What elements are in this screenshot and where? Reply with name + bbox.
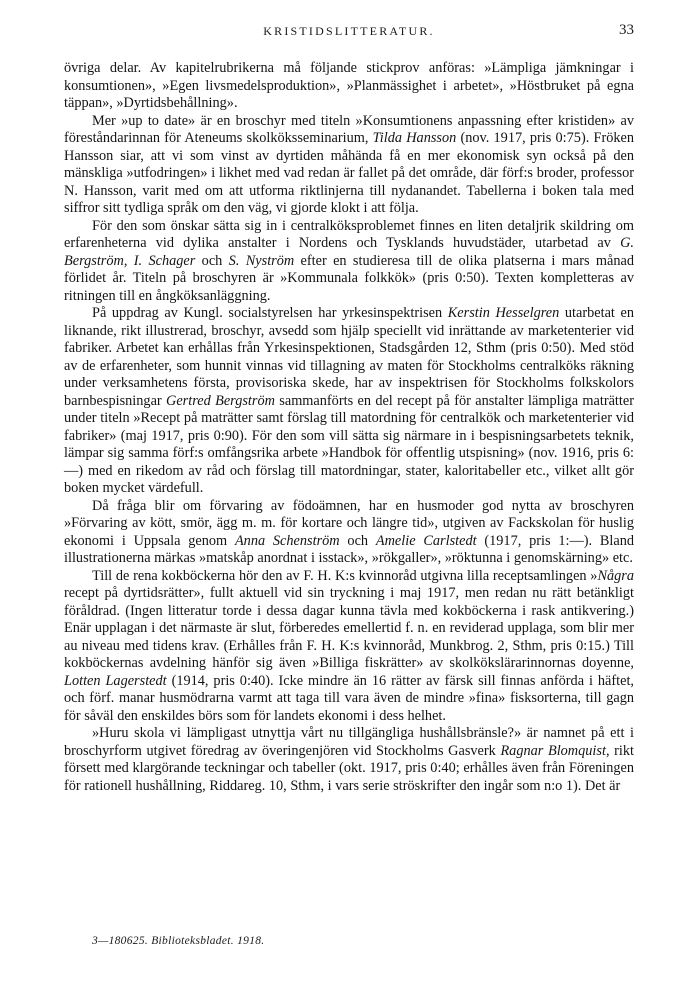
paragraph [64, 113, 634, 218]
author-name: S. Nyström [228, 252, 295, 269]
running-head [64, 22, 634, 44]
text-run: Till de rena kokböckerna hör den av F. H. K:s kvinnoråd utgivna lilla receptsamlingen » [92, 567, 598, 584]
author-name: Anna Schenström [234, 532, 340, 549]
paragraph [64, 568, 634, 726]
paragraph [64, 725, 634, 795]
paragraph [64, 218, 634, 306]
author-name: Några [597, 567, 634, 584]
text-run: Då fråga blir om förvaring av födoämnen, har en husmoder god nytta av broschyren »Förvaring av kött, smör, ägg m. m. för kortare och längre tid», utgiven av Fackskolan för huslig ekonomi i Uppsala genom [64, 497, 634, 549]
paragraph [64, 498, 634, 568]
author-name: G. Bergström [64, 235, 634, 269]
text-run: »Huru skola vi lämpligast utnyttja vårt nu tillgängliga hushållsbränsle?» är namnet på ett i broschyrform utgivet föredrag av överingenjören vid Stockholms Gasverk [64, 725, 634, 759]
author-name: Ragnar Blomquist [500, 742, 606, 759]
author-name: Tilda Hansson [372, 130, 457, 146]
author-name: Lotten Lagerstedt [64, 672, 167, 689]
text-run: , [123, 252, 134, 269]
text-run: och [339, 532, 376, 549]
text-run: , rikt försett med klargörande teckningar och tabeller (okt. 1917, pris 0:40; erhålles även från Föreningen för rationell hushållning, Riddareg. 10, Sthm, i vars serie ströskrifter den ingår som n:o 1). Det är [64, 742, 635, 794]
running-title: KRISTIDSLITTERATUR. [263, 24, 435, 38]
text-run: (1917, pris 1:—). Bland illustrationerna märkas »matskåp anordnat i isstack», »rökgaller», »röktunna i genomskärning» etc. [64, 532, 635, 566]
author-name: Kerstin Hesselgren [447, 305, 560, 321]
author-name: Gertred Bergström [166, 392, 275, 409]
text-run: recept på dyrtidsrätter», fullt aktuell vid sin tryckning i maj 1917, men redan nu rätt betänkligt föråldrad. (Ingen litteratur torde i dessa dagar kunna tävla med kokböckerna i rask antikvering.) Enär upplagan i det närmaste är slut, förberedes emellertid f. n. en reviderad upplaga, som blir mer au niveau med tidens krav. (Erhålles från F. H. K:s kvinnoråd, Munkbrog. 2, Sthm, pris 0:15.) Till kokböckernas avdelning hänför sig även »Billiga fiskrätter» av skolkökslärarinnornas doyenne, [64, 585, 634, 671]
text-run: På uppdrag av Kungl. socialstyrelsen har yrkesinspektrisen [92, 305, 448, 321]
author-name: Amelie Carlstedt [375, 532, 477, 549]
text-run: efter en studieresa till de olika platserna i mars månad förlidet år. Titeln på broschyren är »Kommunala folkkök» (pris 0:50). Texten kompletteras av ritningen till en ångköksanläggning. [64, 252, 634, 304]
printer-signature: 3—180625. Biblioteksbladet. 1918. [92, 935, 265, 947]
author-name: I. Schager [133, 252, 196, 269]
page-number: 33 [619, 22, 634, 38]
text-run: sammanförts en del recept på för anstalter lämpliga maträtter under titeln »Recept på maträtter samt förslag till matordning för centralkök och marketenterier vid fabriker» (maj 1917, pris 0:90). För den som vill sätta sig närmare in i bespisningsarbetets teknik, lämpar sig samma förf:s omfångsrika arbete »Handbok för offentlig utspisning» (nov. 1916, pris 6:—) med en rikedom av råd och förslag till matordningar, stater, kaloritabeller etc., vilket allt gör boken mycket värdefull. [64, 392, 634, 496]
text-run: övriga delar. Av kapitelrubrikerna må följande stickprov anföras: »Lämpliga jämkningar i konsumtionen», »Egen livsmedelsproduktion», »Planmässighet i arbetet», »Höstbruket på egna täppan», »Dyrtidsbehållning». [64, 60, 634, 111]
body-text [64, 60, 634, 795]
text-run: utarbetat en liknande, rikt illustrerad, broschyr, avsedd som hjälp speciellt vid inrättande av marketenterier vid fabriker. Arbetet kan erhållas från Yrkesinspektionen, Stadsgården 12, Sthm (pris 0:50). Med stöd av de erfarenheter, som hunnit vinnas vid tillagning av maten för Stockholms centralköks räkning under verksamhetens första, provisoriska skede, har av inspektrisen för Stockholms folkskolors barnbespisningar [64, 305, 635, 409]
text-run: (nov. 1917, pris 0:75). Fröken Hansson siar, att vi som vinst av dyrtiden måhända få en mer ekonomisk syn också på den mänskliga »utfodringen» i likhet med vad redan är fallet på det område, där förf:s broder, professor N. Hansson, varit med om att utforma riktlinjerna till nydanandet. Tabellerna i boken tala med siffror sitt tydliga språk om den väg, vi gjorde klokt i att följa. [64, 130, 634, 216]
text-run: Mer »up to date» är en broschyr med titeln »Konsumtionens anpassning efter kristiden» av föreståndarinnan för Ateneums skolköksseminarium, [64, 112, 634, 146]
paragraph [64, 305, 634, 498]
text-run: För den som önskar sätta sig in i centralköksproblemet finnes en liten detaljrik skildring om erfarenheterna vid dylika anstalter i Nordens och Tysklands huvudstäder, utarbetad av [64, 217, 634, 251]
text-run: och [195, 252, 229, 269]
text-run: (1914, pris 0:40). Icke mindre än 16 rätter av färsk sill finnas anförda i häftet, och förf. manar husmödrarna varmt att taga till vara även de mindre »fina» fisksorterna, till gagn för såväl den enskildes börs som för landets ekonomi i dess helhet. [64, 672, 635, 724]
paragraph [64, 60, 634, 113]
